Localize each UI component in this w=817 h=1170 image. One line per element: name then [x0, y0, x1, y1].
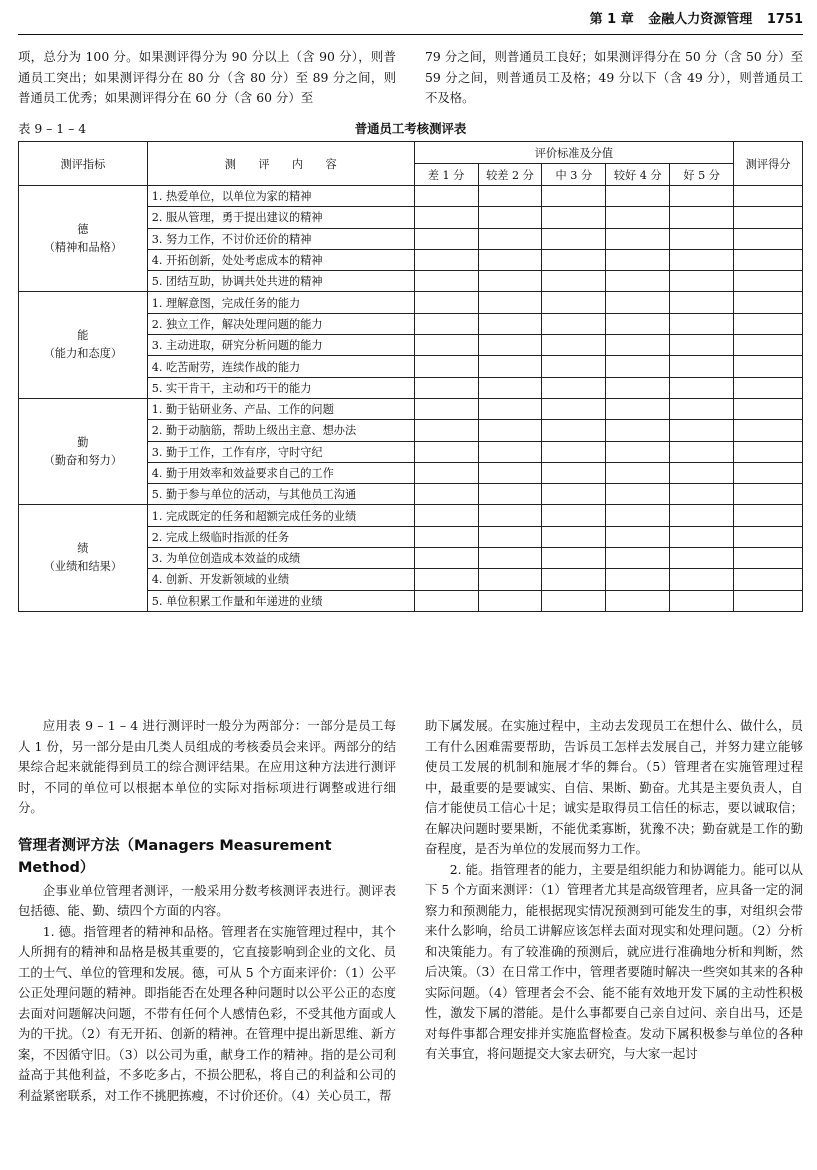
score-cell[interactable] [670, 249, 734, 270]
score-cell[interactable] [478, 505, 542, 526]
score-cell[interactable] [542, 292, 606, 313]
score-cell[interactable] [414, 462, 478, 483]
score-cell[interactable] [670, 569, 734, 590]
score-cell[interactable] [414, 590, 478, 611]
header-level: 好 5 分 [670, 164, 734, 186]
score-cell[interactable] [478, 313, 542, 334]
total-score-cell[interactable] [734, 207, 803, 228]
total-score-cell[interactable] [734, 335, 803, 356]
total-score-cell[interactable] [734, 526, 803, 547]
total-score-cell[interactable] [734, 228, 803, 249]
score-cell[interactable] [542, 356, 606, 377]
score-cell[interactable] [542, 484, 606, 505]
content-cell: 2. 勤于动脑筋，帮助上级出主意、想办法 [147, 420, 414, 441]
total-score-cell[interactable] [734, 249, 803, 270]
score-cell[interactable] [478, 462, 542, 483]
score-cell[interactable] [542, 548, 606, 569]
score-cell[interactable] [606, 313, 670, 334]
intro-columns [18, 47, 803, 109]
indicator-cell [19, 292, 148, 398]
content-cell: 4. 开拓创新，处处考虑成本的精神 [147, 249, 414, 270]
score-cell[interactable] [414, 569, 478, 590]
score-cell[interactable] [606, 569, 670, 590]
score-cell[interactable] [478, 398, 542, 419]
score-cell[interactable] [414, 484, 478, 505]
score-cell[interactable] [542, 462, 606, 483]
score-cell[interactable] [478, 526, 542, 547]
table-row [19, 398, 803, 419]
header-content: 测 评 内 容 [147, 142, 414, 186]
score-cell[interactable] [670, 590, 734, 611]
chapter-label: 第 1 章 [589, 12, 634, 27]
score-cell[interactable] [670, 548, 734, 569]
score-cell[interactable] [670, 356, 734, 377]
score-cell[interactable] [670, 228, 734, 249]
content-cell: 1. 完成既定的任务和超额完成任务的业绩 [147, 505, 414, 526]
score-cell[interactable] [606, 441, 670, 462]
score-cell[interactable] [606, 207, 670, 228]
score-cell[interactable] [478, 569, 542, 590]
score-cell[interactable] [606, 590, 670, 611]
score-cell[interactable] [670, 292, 734, 313]
indicator-name: 能 [77, 329, 89, 343]
content-cell: 3. 努力工作，不讨价还价的精神 [147, 228, 414, 249]
indicator-cell [19, 186, 148, 292]
score-cell[interactable] [542, 271, 606, 292]
content-cell: 2. 服从管理，勇于提出建议的精神 [147, 207, 414, 228]
score-cell[interactable] [478, 249, 542, 270]
total-score-cell[interactable] [734, 292, 803, 313]
score-cell[interactable] [670, 441, 734, 462]
score-cell[interactable] [542, 505, 606, 526]
score-cell[interactable] [606, 249, 670, 270]
total-score-cell[interactable] [734, 441, 803, 462]
page-number: 1751 [766, 12, 803, 27]
score-cell[interactable] [670, 398, 734, 419]
total-score-cell[interactable] [734, 271, 803, 292]
total-score-cell[interactable] [734, 484, 803, 505]
content-cell: 3. 为单位创造成本效益的成绩 [147, 548, 414, 569]
table-body [19, 186, 803, 612]
paragraph: 2. 能。指管理者的能力，主要是组织能力和协调能力。能可以从下 5 个方面来测评：（1）管理者尤其是高级管理者，应具备一定的洞察力和预测能力，能根据现实情况预测到可能发生的事，对组织会带来什么影响，给员工讲解应该怎样去面对现实和处理问题。（2）分析和决策能力。有了较准确的预测后，就应进行准确地分析和判断，然后决策。（3）在日常工作中，管理者要随时解决一些突如其来的各种实际问题。（4）管理者会不会、能不能有效地开发下属的主动性积极性，激发下属的潜能。是什么事都要自己亲自过问、亲自出马，还是对每件事都合理安排并实施监督检查。发动下属积极参与单位的各种有关事宜，将问题提交大家去研究，与大家一起讨 [425, 861, 803, 1061]
content-cell: 2. 独立工作，解决处理问题的能力 [147, 313, 414, 334]
content-cell: 5. 团结互助，协调共处共进的精神 [147, 271, 414, 292]
total-score-cell[interactable] [734, 420, 803, 441]
indicator-sub: （能力和态度） [43, 347, 123, 361]
score-cell[interactable] [670, 271, 734, 292]
indicator-name: 德 [77, 222, 89, 236]
body-columns [18, 716, 803, 1106]
score-cell[interactable] [414, 441, 478, 462]
score-cell[interactable] [606, 484, 670, 505]
score-cell[interactable] [606, 526, 670, 547]
score-cell[interactable] [542, 420, 606, 441]
content-cell: 1. 热爱单位，以单位为家的精神 [147, 186, 414, 207]
score-cell[interactable] [542, 377, 606, 398]
score-cell[interactable] [542, 335, 606, 356]
score-cell[interactable] [542, 207, 606, 228]
total-score-cell[interactable] [734, 569, 803, 590]
score-cell[interactable] [414, 398, 478, 419]
score-cell[interactable] [478, 271, 542, 292]
header-level: 差 1 分 [414, 164, 478, 186]
score-cell[interactable] [606, 335, 670, 356]
total-score-cell[interactable] [734, 548, 803, 569]
score-cell[interactable] [606, 398, 670, 419]
score-cell[interactable] [542, 569, 606, 590]
score-cell[interactable] [542, 590, 606, 611]
score-cell[interactable] [542, 526, 606, 547]
score-cell[interactable] [606, 271, 670, 292]
score-cell[interactable] [478, 484, 542, 505]
total-score-cell[interactable] [734, 590, 803, 611]
score-cell[interactable] [670, 526, 734, 547]
score-cell[interactable] [414, 271, 478, 292]
content-cell: 5. 单位积累工作量和年递进的业绩 [147, 590, 414, 611]
score-cell[interactable] [478, 335, 542, 356]
intro-left-text: 项，总分为 100 分。如果测评得分为 90 分以上（含 90 分），则普通员工突出；如果测评得分在 80 分（含 80 分）至 89 分之间，则普通员工优秀；如果测评得分在 60 分（含 60 分）至 [18, 49, 396, 105]
score-cell[interactable] [414, 505, 478, 526]
table-row [19, 505, 803, 526]
header-level: 较好 4 分 [606, 164, 670, 186]
score-cell[interactable] [606, 377, 670, 398]
score-cell[interactable] [670, 505, 734, 526]
body-right [425, 716, 803, 1106]
table-caption [18, 119, 803, 139]
score-cell[interactable] [478, 228, 542, 249]
score-cell[interactable] [606, 505, 670, 526]
table-row [19, 186, 803, 207]
paragraph: 企事业单位管理者测评，一般采用分数考核测评表进行。测评表包括德、能、勤、绩四个方面的内容。 [18, 882, 396, 918]
table-title: 普通员工考核测评表 [354, 121, 467, 136]
body-left [18, 716, 396, 1106]
indicator-cell [19, 505, 148, 611]
total-score-cell[interactable] [734, 313, 803, 334]
content-cell: 4. 吃苦耐劳，连续作战的能力 [147, 356, 414, 377]
table-row [19, 292, 803, 313]
score-cell[interactable] [414, 313, 478, 334]
score-cell[interactable] [542, 441, 606, 462]
score-cell[interactable] [478, 377, 542, 398]
intro-right [425, 47, 803, 109]
content-cell: 5. 勤于参与单位的活动，与其他员工沟通 [147, 484, 414, 505]
total-score-cell[interactable] [734, 377, 803, 398]
score-cell[interactable] [414, 526, 478, 547]
content-cell: 1. 理解意图，完成任务的能力 [147, 292, 414, 313]
section-title: 管理者测评方法（Managers Measurement Method） [18, 837, 332, 876]
score-cell[interactable] [478, 420, 542, 441]
indicator-sub: （精神和品格） [43, 240, 123, 254]
score-cell[interactable] [414, 186, 478, 207]
content-cell: 3. 主动进取，研究分析问题的能力 [147, 335, 414, 356]
score-cell[interactable] [542, 228, 606, 249]
header-level: 中 3 分 [542, 164, 606, 186]
indicator-cell [19, 398, 148, 504]
total-score-cell[interactable] [734, 398, 803, 419]
indicator-sub: （业绩和结果） [43, 560, 123, 574]
header-score: 测评得分 [734, 142, 803, 186]
header-indicator: 测评指标 [19, 142, 148, 186]
score-cell[interactable] [478, 356, 542, 377]
score-cell[interactable] [606, 186, 670, 207]
content-cell: 2. 完成上级临时指派的任务 [147, 526, 414, 547]
score-cell[interactable] [670, 335, 734, 356]
score-cell[interactable] [542, 249, 606, 270]
total-score-cell[interactable] [734, 505, 803, 526]
indicator-name: 勤 [77, 435, 89, 449]
evaluation-table [18, 141, 803, 612]
score-cell[interactable] [606, 292, 670, 313]
score-cell[interactable] [478, 441, 542, 462]
total-score-cell[interactable] [734, 186, 803, 207]
score-cell[interactable] [478, 548, 542, 569]
score-cell[interactable] [606, 228, 670, 249]
score-cell[interactable] [414, 292, 478, 313]
chapter-title: 金融人力资源管理 [648, 12, 753, 27]
indicator-name: 绩 [77, 542, 89, 556]
score-cell[interactable] [670, 207, 734, 228]
content-cell: 4. 创新、开发新领域的业绩 [147, 569, 414, 590]
intro-left [18, 47, 396, 109]
intro-right-text: 79 分之间，则普通员工良好；如果测评得分在 50 分（含 50 分）至 59 分之间，则普通员工及格；49 分以下（含 49 分），则普通员工不及格。 [425, 49, 803, 105]
total-score-cell[interactable] [734, 356, 803, 377]
table-number: 表 9 – 1 – 4 [18, 121, 87, 136]
score-cell[interactable] [670, 377, 734, 398]
score-cell[interactable] [414, 420, 478, 441]
score-cell[interactable] [670, 484, 734, 505]
paragraph: 应用表 9 – 1 – 4 进行测评时一般分为两部分：一部分是员工每人 1 份，另一部分是由几类人员组成的考核委员会来评。两部分的结果综合起来就能得到员工的综合测评结果。在应用这种方法进行测评时，不同的单位可以根据本单位的实际对指标项进行调整或进行细分。 [18, 718, 396, 815]
content-cell: 1. 勤于钻研业务、产品、工作的问题 [147, 398, 414, 419]
header-standard: 评价标准及分值 [414, 142, 733, 164]
score-cell[interactable] [542, 398, 606, 419]
score-cell[interactable] [606, 356, 670, 377]
score-cell[interactable] [606, 548, 670, 569]
score-cell[interactable] [478, 207, 542, 228]
score-cell[interactable] [606, 420, 670, 441]
indicator-sub: （勤奋和努力） [43, 453, 123, 467]
score-cell[interactable] [414, 377, 478, 398]
paragraph: 1. 德。指管理者的精神和品格。管理者在实施管理过程中，其个人所拥有的精神和品格是极其重要的，它直接影响到企业的文化、员工的士气、单位的管理和发展。德，可从 5 个方面来评价：（1）公平公正处理问题的精神。即指能否在处理各种问题时以公平公正的态度去面对问题解决问题，不带有任何个人感情色彩，不受其他方面或人为的干扰。（2）有无开拓、创新的精神。在管理中提出新思维、新方案，不因循守旧。（3）以公司为重，献身工作的精神。指的是公司利益高于其他利益，不多吃多占，不损公肥私，将自己的利益和公司的利益紧密联系，对工作不挑肥拣瘦，不讨价还价。（4）关心员工，帮 [18, 923, 396, 1103]
score-cell[interactable] [670, 313, 734, 334]
score-cell[interactable] [414, 228, 478, 249]
header-level: 较差 2 分 [478, 164, 542, 186]
score-cell[interactable] [670, 186, 734, 207]
total-score-cell[interactable] [734, 462, 803, 483]
score-cell[interactable] [478, 186, 542, 207]
score-cell[interactable] [670, 420, 734, 441]
score-cell[interactable] [542, 313, 606, 334]
paragraph: 助下属发展。在实施过程中，主动去发现员工在想什么、做什么，员工有什么困难需要帮助，告诉员工怎样去发展自己，并努力建立能够使员工发展的机制和施展才华的舞台。（5）管理者在实施管理过程中，最重要的是要诚实、自信、果断、勤奋。尤其是主要负责人，自信才能使员工信心十足；诚实是取得员工信任的标志，要以诚取信；在解决问题时要果断，不能优柔寡断，犹豫不决；勤奋就是工作的勤奋程度，是否为单位的发展而努力工作。 [425, 718, 803, 856]
score-cell[interactable] [414, 249, 478, 270]
score-cell[interactable] [670, 462, 734, 483]
running-header [18, 8, 803, 35]
score-cell[interactable] [542, 186, 606, 207]
content-cell: 4. 勤于用效率和效益要求自己的工作 [147, 462, 414, 483]
score-cell[interactable] [414, 207, 478, 228]
score-cell[interactable] [606, 462, 670, 483]
content-cell: 5. 实干肯干，主动和巧干的能力 [147, 377, 414, 398]
score-cell[interactable] [414, 548, 478, 569]
score-cell[interactable] [478, 292, 542, 313]
score-cell[interactable] [414, 356, 478, 377]
content-cell: 3. 勤于工作，工作有序，守时守纪 [147, 441, 414, 462]
score-cell[interactable] [478, 590, 542, 611]
score-cell[interactable] [414, 335, 478, 356]
